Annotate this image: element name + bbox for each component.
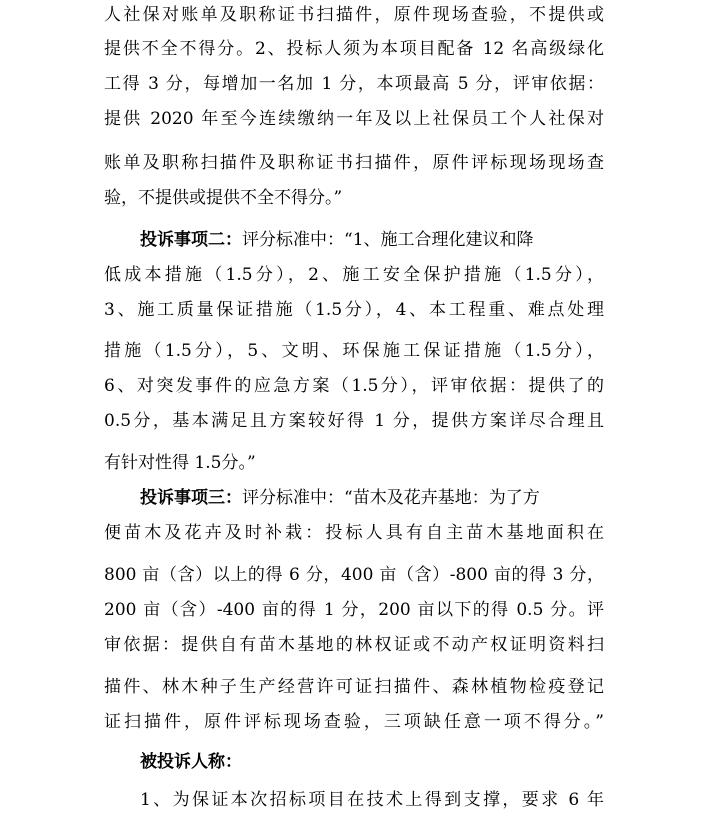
paragraph-line: 工得 3 分，每增加一名加 1 分，本项最高 5 分，评审依据： [104,74,604,94]
paragraph-line: 提供 2020 年至今连续缴纳一年及以上社保员工个人社保对 [104,109,604,129]
paragraph-line: 1、为保证本次招标项目在技术上得到支撑，要求 6 年 [140,790,604,810]
paragraph-line: 3、施工质量保证措施（1.5分），4、本工程重、难点处理 [104,300,604,320]
paragraph-line: 低成本措施（1.5分），2、施工安全保护措施（1.5分）， [104,265,604,285]
complaint-text: 评分标准中：“1、施工合理化建议和降 [242,230,534,250]
paragraph-line: 6、对突发事件的应急方案（1.5分），评审依据：提供了的 [104,376,604,396]
paragraph-line: 0.5分，基本满足且方案较好得 1 分，提供方案详尽合理且 [104,411,604,431]
complaint-text: 评分标准中：“苗木及花卉基地：为了方 [242,488,540,508]
paragraph-line: 账单及职称扫描件及职称证书扫描件，原件评标现场现场查 [104,153,604,173]
paragraph-line: 有针对性得 1.5分。” [104,453,256,473]
paragraph-line: 200 亩（含）-400 亩的得 1 分，200 亩以下的得 0.5 分。评 [104,600,604,620]
paragraph-line: 800 亩（含）以上的得 6 分，400 亩（含）-800 亩的得 3 分， [104,565,604,585]
paragraph-line: 提供不全不得分。2、投标人须为本项目配备 12 名高级绿化 [104,39,604,59]
complaint-heading: 投诉事项三： [140,488,242,508]
complaint-item-2-line [140,229,604,251]
complaint-item-3-line [140,487,604,509]
complaint-heading: 投诉事项二： [140,230,242,250]
paragraph-line: 人社保对账单及职称证书扫描件，原件现场查验，不提供或 [104,5,604,25]
paragraph-line: 证扫描件，原件评标现场查验，三项缺任意一项不得分。” [104,712,604,732]
paragraph-line: 措施（1.5分），5、文明、环保施工保证措施（1.5分）， [104,341,604,361]
paragraph-line: 验，不提供或提供不全不得分。” [104,188,343,208]
respondent-heading: 被投诉人称： [140,752,242,772]
paragraph-line: 便苗木及花卉及时补栽：投标人具有自主苗木基地面积在 [104,523,604,543]
paragraph-line: 审依据：提供自有苗木基地的林权证或不动产权证明资料扫 [104,635,604,655]
paragraph-line: 描件、林木种子生产经营许可证扫描件、森林植物检疫登记 [104,677,604,697]
